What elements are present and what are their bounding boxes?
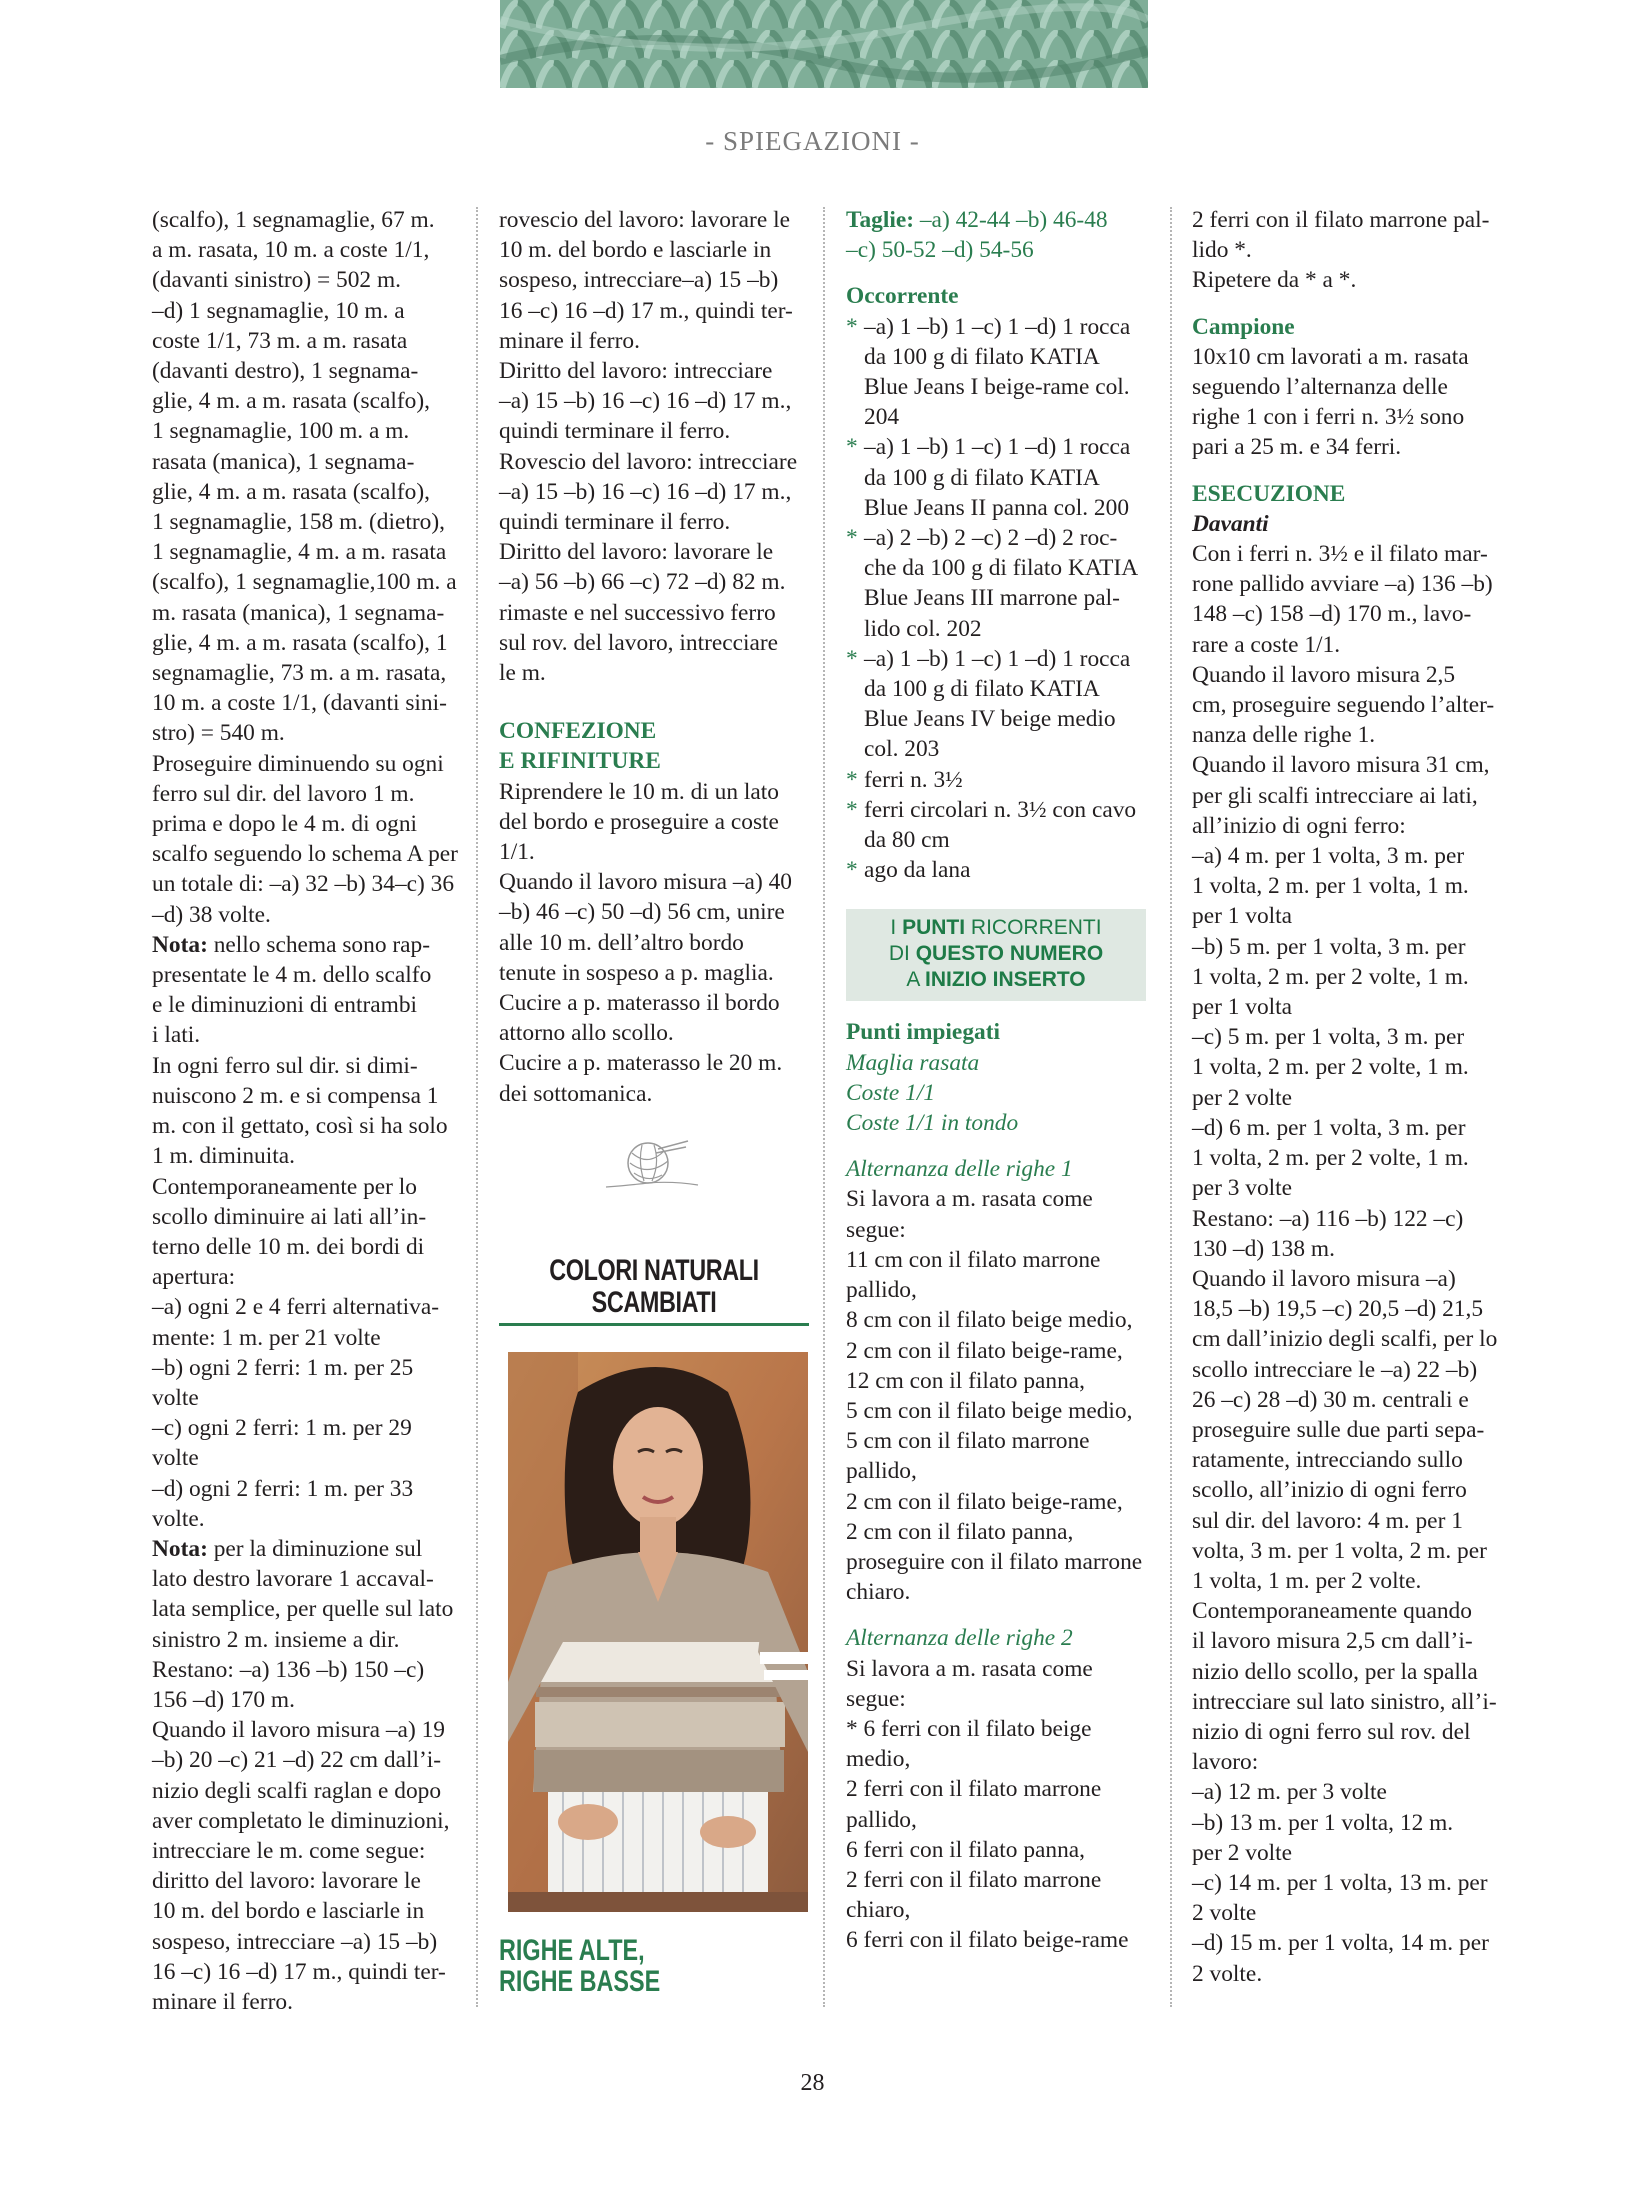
list-item [846,855,1160,885]
text-line: intrecciare le m. come segue: [152,1837,426,1864]
text-line: * 6 ferri con il filato beige [846,1715,1092,1742]
page-number: 28 [800,2070,825,2096]
box-line [846,941,1146,967]
text-line: per 1 volta [1192,994,1293,1021]
text-line: terno delle 10 m. dei bordi di [152,1233,425,1260]
text-line: Cucire a p. materasso il bordo [499,990,780,1017]
text-line: Quando il lavoro misura 2,5 [1192,661,1456,688]
text-line: Riprendere le 10 m. di un lato [499,778,779,805]
box-text: I [890,916,903,940]
text-line: Cucire a p. materasso le 20 m. [499,1050,783,1077]
list-item [846,432,1160,462]
text-line: 2 cm con il filato beige-rame, [846,1488,1123,1515]
text-line: proseguire sulle due parti sepa- [1192,1416,1485,1443]
text-line: lido *. [1192,237,1252,264]
text-line: chiaro, [846,1897,911,1924]
text-line: 6 ferri con il filato beige-rame [846,1927,1129,1954]
text-line: lavoro: [1192,1749,1259,1776]
text-line: 1 segnamaglie, 100 m. a m. [152,418,410,445]
list-text: ferri n. 3½ [864,766,963,793]
text-line: 2 ferri con il filato marrone [846,1866,1102,1893]
text-line: alle 10 m. dell’altro bordo [499,929,744,956]
stitch-name: Coste 1/1 [846,1079,936,1106]
list-text: –a) 1 –b) 1 –c) 1 –d) 1 rocca [864,434,1131,461]
text-line: 1 segnamaglie, 158 m. (dietro), [152,509,445,536]
text-line: –c) 5 m. per 1 volta, 3 m. per [1192,1024,1465,1051]
text-line: 148 –c) 158 –d) 170 m., lavo- [1192,601,1472,628]
text-line: seguendo l’alternanza delle [1192,374,1448,401]
text-line: 1 volta, 2 m. per 1 volta, 1 m. [1192,873,1469,900]
text-line: 18,5 –b) 19,5 –c) 20,5 –d) 21,5 [1192,1296,1484,1323]
text-line: 1 volta, 2 m. per 2 volte, 1 m. [1192,963,1469,990]
list-text: da 100 g di filato KATIA [864,464,1100,491]
text-line: e le diminuzioni di entrambi [152,992,418,1019]
text-line: prima e dopo le 4 m. di ogni [152,811,418,838]
bullet-star: * [846,313,858,340]
text-line: 6 ferri con il filato panna, [846,1836,1086,1863]
text-line: pallido, [846,1806,917,1833]
text-line: rone pallido avviare –a) 136 –b) [1192,571,1493,598]
text-line: Quando il lavoro misura 31 cm, [1192,752,1490,779]
text-line: all’inizio di ogni ferro: [1192,812,1406,839]
text-line: righe 1 con i ferri n. 3½ sono [1192,404,1465,431]
alternanza-2-heading: Alternanza delle righe 2 [846,1625,1073,1652]
list-item [846,795,1160,825]
photo-caption-title [499,1935,749,1997]
text-line: rare a coste 1/1. [1192,631,1341,658]
text-line: Contemporaneamente per lo [152,1173,417,1200]
list-item [846,644,1160,674]
list-text: ago da lana [864,857,971,884]
box-text-bold: QUESTO NUMERO [915,942,1104,966]
text-line: il lavoro misura 2,5 cm dall’i- [1192,1628,1473,1655]
list-item [846,523,1160,553]
text-line: –b) 46 –c) 50 –d) 56 cm, unire [499,899,785,926]
text-line: volte. [152,1505,205,1532]
text-line: tenute in sospeso a p. maglia. [499,959,774,986]
text-line: 10 m. del bordo e lasciarle in [152,1898,425,1925]
text-line: nuiscono 2 m. e si compensa 1 [152,1082,439,1109]
list-text: che da 100 g di filato KATIA [864,555,1139,582]
text-line: rasata (manica), 1 segnama- [152,448,415,475]
text-line: proseguire con il filato marrone [846,1548,1143,1575]
box-text: RICORRENTI [965,916,1102,940]
text-line: segnamaglie, 73 m. a m. rasata, [152,660,447,687]
box-text-bold: INIZIO INSERTO [925,968,1086,992]
text-line: pallido, [846,1277,917,1304]
box-line [846,967,1146,993]
text-line: per 2 volte [1192,1839,1293,1866]
text-line: –b) 20 –c) 21 –d) 22 cm dall’i- [152,1747,442,1774]
text-line: –c) 14 m. per 1 volta, 13 m. per [1192,1869,1488,1896]
bullet-star: * [846,857,858,884]
text-line: volte [152,1384,199,1411]
text-line: 1 m. diminuita. [152,1143,295,1170]
text-line: nizio di ogni ferro sul rov. del [1192,1718,1471,1745]
text-line: Quando il lavoro misura –a) [1192,1265,1456,1292]
text-line: Ripetere da * a *. [1192,267,1357,294]
taglie-line [846,205,1160,235]
text-line: volte [152,1445,199,1472]
punti-heading: Punti impiegati [846,1019,1000,1046]
text-fragment: per la diminuzione sul [207,1535,423,1562]
text-line: In ogni ferro sul dir. si dimi- [152,1052,418,1079]
text-line: a m. rasata, 10 m. a coste 1/1, [152,237,430,264]
text-line: –d) 1 segnamaglie, 10 m. a [152,297,405,324]
text-line: per 2 volte [1192,1084,1293,1111]
list-text: da 80 cm [864,827,950,854]
box-text: A [906,968,926,992]
text-line: segue: [846,1216,906,1243]
text-line: 1 volta, 2 m. per 2 volte, 1 m. [1192,1054,1469,1081]
list-text: lido col. 202 [864,615,982,642]
text-line: Con i ferri n. 3½ e il filato mar- [1192,541,1488,568]
text-line: –b) ogni 2 ferri: 1 m. per 25 [152,1354,414,1381]
list-text: Blue Jeans III marrone pal- [864,585,1120,612]
text-line: –b) 13 m. per 1 volta, 12 m. [1192,1809,1454,1836]
text-line: –c) ogni 2 ferri: 1 m. per 29 [152,1415,412,1442]
text-line: sul rov. del lavoro, intrecciare [499,629,779,656]
note-line [152,1534,467,1564]
text-line: pari a 25 m. e 34 ferri. [1192,434,1402,461]
text-line: attorno allo scollo. [499,1020,674,1047]
column-divider [476,207,478,2007]
list-text: Blue Jeans IV beige medio [864,706,1116,733]
text-line: Diritto del lavoro: intrecciare [499,358,773,385]
text-line: del bordo e proseguire a coste [499,808,779,835]
text-line: –a) 56 –b) 66 –c) 72 –d) 82 m. [499,569,786,596]
list-item [846,312,1160,342]
esecuzione-heading: ESECUZIONE [1192,480,1346,507]
alternanza-1-heading: Alternanza delle righe 1 [846,1156,1073,1183]
text-line: 2 volte. [1192,1960,1263,1987]
text-line: volta, 3 m. per 1 volta, 2 m. per [1192,1537,1487,1564]
list-text: –a) 1 –b) 1 –c) 1 –d) 1 rocca [864,645,1131,672]
text-line: Si lavora a m. rasata come [846,1655,1093,1682]
campione-heading: Campione [1192,313,1295,340]
text-line: m. con il gettato, così si ha solo [152,1113,448,1140]
text-column-3 [846,205,1160,1956]
text-line: chiaro. [846,1579,911,1606]
text-line: 10x10 cm lavorati a m. rasata [1192,343,1469,370]
text-column-4 [1192,205,1506,1989]
article-title-line: COLORI NATURALI [549,1254,759,1287]
text-line: scollo diminuire ai lati all’in- [152,1203,427,1230]
text-line: 1 volta, 1 m. per 2 volte. [1192,1567,1422,1594]
text-line: intrecciare sul lato sinistro, all’i- [1192,1688,1497,1715]
list-text: ferri circolari n. 3½ con cavo [864,796,1137,823]
text-line: aver completato le diminuzioni, [152,1807,450,1834]
text-line: 2 volte [1192,1900,1257,1927]
text-line: glie, 4 m. a m. rasata (scalfo), [152,478,430,505]
article-title [533,1255,775,1319]
davanti-subheading: Davanti [1192,510,1269,537]
text-line: –d) 38 volte. [152,901,271,928]
text-line: 8 cm con il filato beige medio, [846,1307,1133,1334]
text-line: –a) 15 –b) 16 –c) 16 –d) 17 m., [499,478,792,505]
column-divider [1170,207,1172,2007]
stitch-name: Coste 1/1 in tondo [846,1110,1019,1137]
text-line: –a) 4 m. per 1 volta, 3 m. per [1192,843,1465,870]
text-line: sinistro 2 m. insieme a dir. [152,1626,400,1653]
bullet-star: * [846,525,858,552]
bullet-star: * [846,766,858,793]
article-title-line: SCAMBIATI [591,1286,717,1319]
text-line: Diritto del lavoro: lavorare le [499,539,774,566]
note-line [152,930,467,960]
text-line: 11 cm con il filato marrone [846,1246,1101,1273]
box-text-bold: PUNTI [902,916,966,940]
list-text: 204 [864,404,900,431]
text-line: quindi terminare il ferro. [499,509,731,536]
text-line: m. rasata (manica), 1 segnama- [152,599,445,626]
text-line: Contemporaneamente quando [1192,1598,1472,1625]
box-line [846,915,1146,941]
text-line: –a) 15 –b) 16 –c) 16 –d) 17 m., [499,388,792,415]
caption-line: RIGHE ALTE, [499,1934,645,1967]
text-line: Proseguire diminuendo su ogni [152,750,444,777]
text-line: scollo, all’inizio di ogni ferro [1192,1477,1467,1504]
yarn-ball-icon [602,1137,702,1198]
caption-line: RIGHE BASSE [499,1965,661,1998]
text-line: (scalfo), 1 segnamaglie,100 m. a [152,569,457,596]
list-item [846,765,1160,795]
text-line: 5 cm con il filato beige medio, [846,1397,1133,1424]
text-line: pallido, [846,1458,917,1485]
taglie-values-2: –c) 50-52 –d) 54-56 [846,237,1034,264]
text-line: coste 1/1, 73 m. a m. rasata [152,327,408,354]
text-line: per 3 volte [1192,1175,1293,1202]
text-line: nanza delle righe 1. [1192,722,1376,749]
text-line: segue: [846,1685,906,1712]
text-line: ratamente, intrecciando sullo [1192,1447,1463,1474]
text-line: 10 m. del bordo e lasciarle in [499,237,772,264]
text-line: glie, 4 m. a m. rasata (scalfo), [152,388,430,415]
text-line: –d) ogni 2 ferri: 1 m. per 33 [152,1475,414,1502]
list-text: –a) 2 –b) 2 –c) 2 –d) 2 roc- [864,525,1118,552]
text-column-1 [152,205,467,2017]
text-line: minare il ferro. [499,327,640,354]
text-line: diritto del lavoro: lavorare le [152,1868,421,1895]
text-line: stro) = 540 m. [152,720,285,747]
text-line: 2 cm con il filato panna, [846,1518,1074,1545]
section-label: - SPIEGAZIONI - [705,126,920,156]
text-line: –d) 6 m. per 1 volta, 3 m. per [1192,1114,1466,1141]
text-line: mente: 1 m. per 21 volte [152,1324,381,1351]
list-text: Blue Jeans II panna col. 200 [864,494,1130,521]
text-line: 156 –d) 170 m. [152,1686,295,1713]
text-line: 12 cm con il filato panna, [846,1367,1086,1394]
taglie-label: Taglie: [846,207,915,233]
text-line: apertura: [152,1264,236,1291]
recurring-stitches-box [846,909,1146,1001]
text-line: Rovescio del lavoro: intrecciare [499,448,798,475]
text-line: le m. [499,660,546,687]
text-line: rimaste e nel successivo ferro [499,599,776,626]
occorrente-heading: Occorrente [846,283,959,310]
text-line: 2 cm con il filato beige-rame, [846,1337,1123,1364]
text-line: lata semplice, per quelle sul lato [152,1596,454,1623]
text-line: 1 segnamaglie, 4 m. a m. rasata [152,539,447,566]
text-line: presentate le 4 m. dello scalfo [152,962,432,989]
text-line: Quando il lavoro misura –a) 40 [499,869,792,896]
text-line: 5 cm con il filato marrone [846,1428,1090,1455]
section-heading-rifiniture: E RIFINITURE [499,748,661,775]
text-line: –a) ogni 2 e 4 ferri alternativa- [152,1294,440,1321]
text-line: nizio dello scollo, per la spalla [1192,1658,1478,1685]
text-line: sospeso, intrecciare –a) 15 –b) [152,1928,438,1955]
text-line: Si lavora a m. rasata come [846,1186,1093,1213]
text-line: (davanti destro), 1 segnama- [152,358,419,385]
text-fragment: nello schema sono rap- [207,931,431,958]
note-label: Nota: [152,931,208,958]
taglie-values: –a) 42-44 –b) 46-48 [914,207,1108,233]
text-line: –a) 12 m. per 3 volte [1192,1779,1387,1806]
text-line: quindi terminare il ferro. [499,418,731,445]
text-line: Restano: –a) 136 –b) 150 –c) [152,1656,425,1683]
text-line: rovescio del lavoro: lavorare le [499,207,790,233]
text-line: scalfo seguendo lo schema A per [152,841,458,868]
text-line: sospeso, intrecciare–a) 15 –b) [499,267,779,294]
list-text: –a) 1 –b) 1 –c) 1 –d) 1 rocca [864,313,1131,340]
list-text: Blue Jeans I beige-rame col. [864,374,1130,401]
text-line: –b) 5 m. per 1 volta, 3 m. per [1192,933,1466,960]
text-line: 10 m. a coste 1/1, (davanti sini- [152,690,447,717]
text-line: (davanti sinistro) = 502 m. [152,267,402,294]
text-line: 130 –d) 138 m. [1192,1235,1335,1262]
text-line: 16 –c) 16 –d) 17 m., quindi ter- [152,1958,446,1985]
bullet-star: * [846,434,858,461]
text-line: 2 ferri con il filato marrone pal- [1192,207,1490,233]
text-line: un totale di: –a) 32 –b) 34–c) 36 [152,871,455,898]
stitch-name: Maglia rasata [846,1049,980,1076]
text-line: nizio degli scalfi raglan e dopo [152,1777,442,1804]
text-line: medio, [846,1746,911,1773]
box-text: DI [888,942,916,966]
text-line: sul dir. del lavoro: 4 m. per 1 [1192,1507,1463,1534]
text-line: per gli scalfi intrecciare ai lati, [1192,782,1478,809]
text-line: scollo intrecciare le –a) 22 –b) [1192,1356,1478,1383]
list-text: col. 203 [864,736,940,763]
text-line: (scalfo), 1 segnamaglie, 67 m. [152,207,435,233]
bullet-star: * [846,796,858,823]
text-line: 1/1. [499,839,535,866]
text-line: i lati. [152,1022,201,1049]
text-line: minare il ferro. [152,1988,293,2015]
list-text: da 100 g di filato KATIA [864,676,1100,703]
bullet-star: * [846,645,858,672]
text-line: Quando il lavoro misura –a) 19 [152,1717,445,1744]
text-line: Restano: –a) 116 –b) 122 –c) [1192,1205,1464,1232]
section-heading-confezione: CONFEZIONE [499,718,657,745]
text-line: 26 –c) 28 –d) 30 m. centrali e [1192,1386,1469,1413]
model-photo [508,1352,808,1912]
text-column-2 [499,205,815,1109]
text-line: 2 ferri con il filato marrone [846,1776,1102,1803]
text-line: 1 volta, 2 m. per 2 volte, 1 m. [1192,1145,1469,1172]
text-line: per 1 volta [1192,903,1293,930]
list-text: da 100 g di filato KATIA [864,343,1100,370]
column-divider [823,207,825,2007]
text-line: ferro sul dir. del lavoro 1 m. [152,780,415,807]
note-label: Nota: [152,1535,208,1562]
text-line: dei sottomanica. [499,1080,653,1107]
text-line: cm dall’inizio degli scalfi, per lo [1192,1326,1498,1353]
text-line: lato destro lavorare 1 accaval- [152,1566,434,1593]
text-line: glie, 4 m. a m. rasata (scalfo), 1 [152,629,448,656]
title-rule [499,1323,809,1326]
text-line: 16 –c) 16 –d) 17 m., quindi ter- [499,297,793,324]
header-knit-texture [500,0,1148,88]
text-line: –d) 15 m. per 1 volta, 14 m. per [1192,1930,1489,1957]
text-line: cm, proseguire seguendo l’alter- [1192,692,1495,719]
